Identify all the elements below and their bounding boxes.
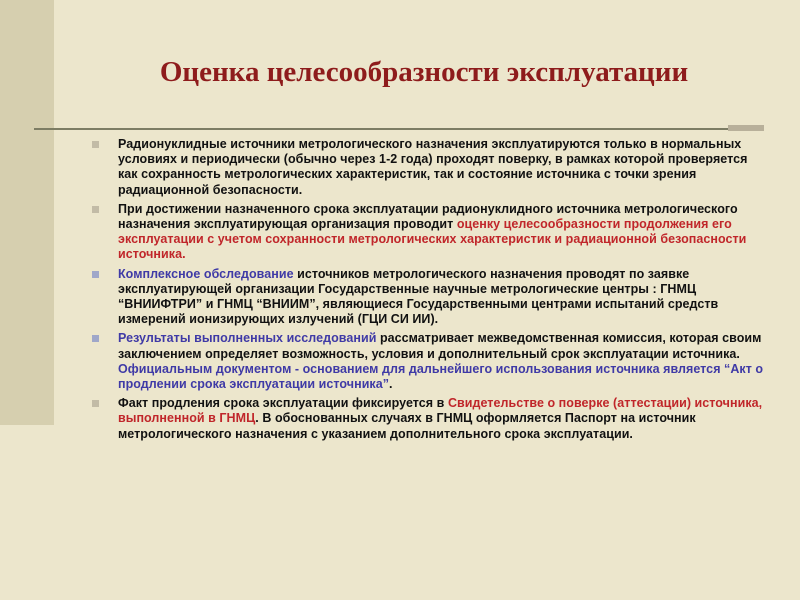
- bullet-text: Радионуклидные источники метрологического назначения эксплуатируются только в нормальных условиях и периодически (обычно через 1-2 года) проходят поверку, в рамках которой проверяется как сохранность метрологических характеристик, так и состояние источника с точки зрения радиационной безопасности.: [118, 137, 748, 197]
- bullet-text: . В обоснованных случаях в ГНМЦ оформляется Паспорт на источник метрологического назначения с указанием дополнительного срока эксплуатации.: [118, 411, 696, 441]
- bullet-text: рассматривает межведомственная комиссия, которая своим заключением определяет возможность, условия и дополнительный срок эксплуатации источника.: [118, 331, 762, 361]
- bullet-list: [92, 137, 764, 446]
- highlight-red-text: Свидетельстве о поверке (аттестации) источника, выполненной в ГНМЦ: [118, 396, 763, 426]
- square-bullet-icon: [92, 141, 99, 148]
- list-item: [92, 202, 764, 263]
- highlight-blue-text: Официальным документом - основанием для дальнейшего использования источника является “Акт о продлении срока эксплуатации источника”: [118, 361, 764, 392]
- bullet-text: Факт продления срока эксплуатации фиксируется в: [118, 396, 448, 411]
- square-bullet-icon: [92, 400, 99, 407]
- list-item: [92, 137, 764, 198]
- highlight-blue-text: Результаты выполненных исследований: [118, 331, 377, 346]
- list-item: [92, 396, 764, 442]
- bullet-text: .: [389, 377, 393, 392]
- slide-title: Оценка целесообразности эксплуатации: [159, 56, 689, 88]
- highlight-blue-text: Комплексное обследование: [118, 266, 294, 281]
- bullet-text: источников метрологического назначения проводят по заявке эксплуатирующей организации Государственные научные метрологические центры : ГНМЦ “ВНИИФТРИ” и ГНМЦ “ВНИИМ”, являющиеся Государственными центрами испытаний средств измерений ионизирующих излучений (ГЦИ СИ ИИ).: [118, 266, 719, 327]
- square-bullet-icon: [92, 271, 99, 278]
- square-bullet-icon: [92, 206, 99, 213]
- title-divider-accent: [728, 125, 764, 131]
- square-bullet-icon: [92, 335, 99, 342]
- highlight-red-text: оценку целесообразности продолжения его эксплуатации с учетом сохранности метрологических характеристик и радиационной безопасности источника.: [118, 217, 747, 262]
- bullet-text: При достижении назначенного срока эксплуатации радионуклидного источника метрологического назначения эксплуатирующая организация проводит: [118, 201, 738, 232]
- list-item: [92, 267, 764, 328]
- list-item: [92, 331, 764, 392]
- side-accent-bar: [0, 0, 54, 425]
- title-divider: [34, 128, 728, 130]
